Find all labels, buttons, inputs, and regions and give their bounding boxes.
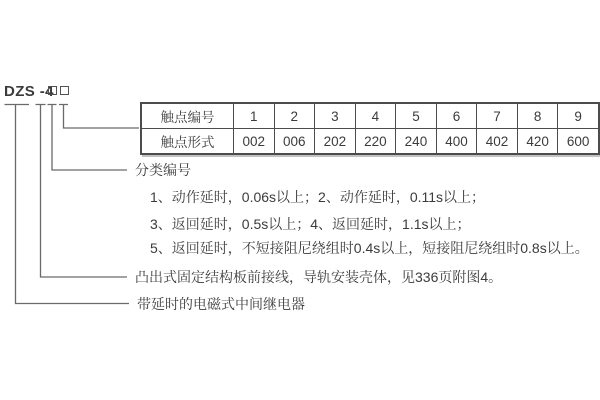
delay-note-2: 3、返回延时，0.5s以上；4、返回延时，1.1s以上；: [150, 216, 471, 232]
contact-form-row: [141, 129, 599, 155]
classification-label: 分类编号: [135, 162, 191, 178]
model-placeholder-box-1: [48, 86, 57, 95]
product-type-note: 带延时的电磁式中间继电器: [137, 296, 305, 312]
table-cell: 220: [355, 129, 396, 155]
table-cell: 402: [477, 129, 518, 155]
delay-note-1: 1、动作延时，0.06s以上；2、动作延时，0.11s以上；: [150, 189, 486, 205]
table-cell: 006: [274, 129, 315, 155]
table-cell: 9: [558, 103, 599, 129]
table-cell: 2: [274, 103, 315, 129]
table-cell: 5: [396, 103, 437, 129]
table-cell: 1: [233, 103, 274, 129]
table-cell: 002: [233, 129, 274, 155]
mounting-note: 凸出式固定结构板前接线，导轨安装壳体，见336页附图4。: [135, 269, 503, 285]
model-code: DZS -4: [4, 83, 54, 100]
leader-line-product-type: [5, 105, 130, 304]
leader-line-classification: [48, 105, 128, 171]
contact-number-row: [141, 103, 599, 129]
table-cell: 3: [315, 103, 356, 129]
table-cell: 7: [477, 103, 518, 129]
table-cell: 8: [517, 103, 558, 129]
model-placeholder-box-2: [60, 86, 69, 95]
contact-form-header: 触点形式: [141, 129, 233, 155]
contact-table: [140, 102, 600, 155]
delay-note-3: 5、返回延时，不短接阻尼绕组时0.4s以上，短接阻尼绕组时0.8s以上。: [150, 240, 589, 256]
table-cell: 6: [436, 103, 477, 129]
contact-number-header: 触点编号: [141, 103, 233, 129]
table-cell: 600: [558, 129, 599, 155]
table-cell: 420: [517, 129, 558, 155]
table-cell: 202: [315, 129, 356, 155]
leader-line-mounting: [36, 105, 128, 278]
table-cell: 240: [396, 129, 437, 155]
table-cell: 400: [436, 129, 477, 155]
leader-line-contact-table: [59, 105, 139, 129]
table-cell: 4: [355, 103, 396, 129]
